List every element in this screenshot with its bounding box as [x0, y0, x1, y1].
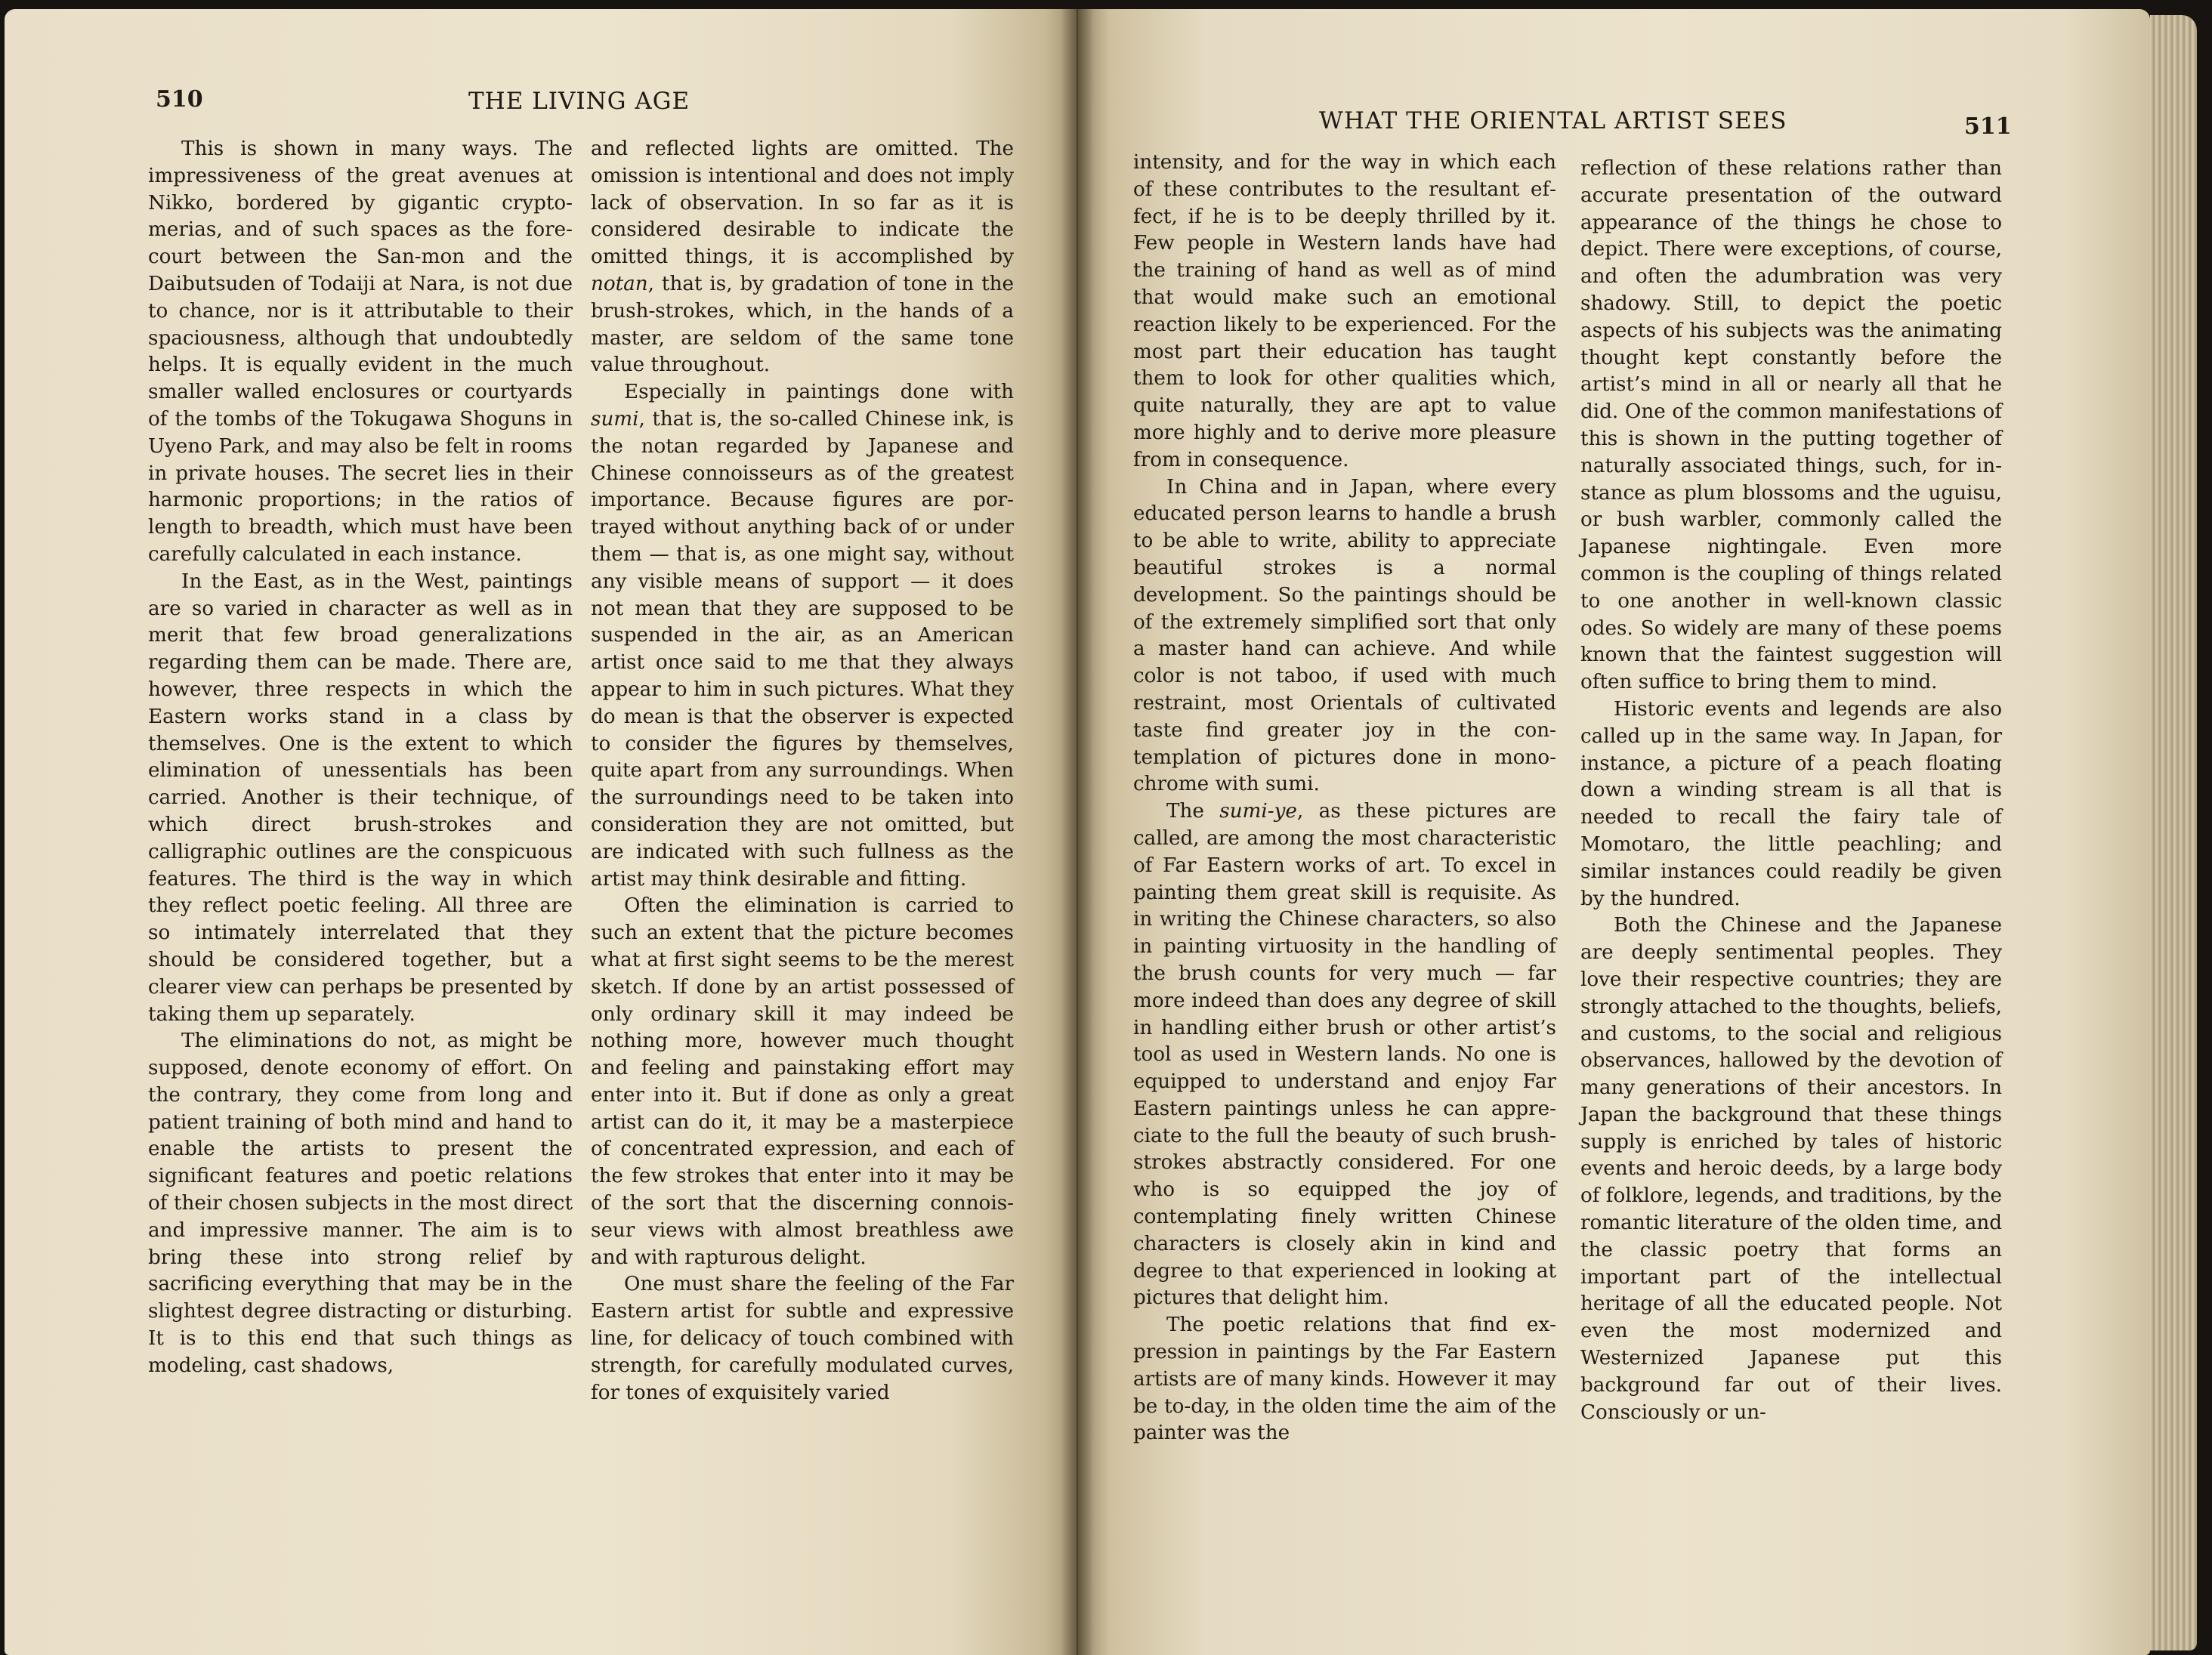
- paragraph-text: , that is, the so-called Chinese ink, is the notan regarded by Japanese and Chinese connoisseurs as of the greatest importance. Because figures are portrayed without anything back of or under them — that is, as one might say, without any visible means of support — it does not mean that they are supposed to be suspended in the air, as an American artist once said to me that they always appear to him in such pictures. What they do mean is that the observer is expected to consider the figures by themselves, quite apart from any surroundings. When the surroundings need to be taken into consideration they are not omitted, but are indicated with such fullness as the artist may think desirable and fitting.: [591, 407, 1014, 891]
- book-gutter: [1061, 9, 1094, 1655]
- paragraph-text: One must share the feeling of the Far Eastern artist for subtle and expressive line, for delicacy of touch combined with strength, for carefully modulated curves, for tones of exquisitely varied: [591, 1273, 1014, 1404]
- left-page-number: 510: [156, 86, 203, 113]
- right-page-column-2: [1580, 156, 2002, 1426]
- left-running-head: THE LIVING AGE: [468, 88, 690, 115]
- paragraph-text: In China and in Japan, where every educated person learns to handle a brush to be able to write, ability to appreciate beautiful strokes is a normal development. So the paintings should be of the extremely simplified sort that only a master hand can achieve. And while color is not taboo, if used with much restraint, most Orientals of cultivated taste find greater joy in the contemplation of pictures done in monochrome with sumi.: [1133, 475, 1556, 796]
- right-running-head: WHAT THE ORIENTAL ARTIST SEES: [1319, 107, 1787, 134]
- paragraph: [591, 136, 1014, 379]
- paragraph: Historic events and legends are also called up in the same way. In Japan, for instance, a picture of a peach floating down a winding stream is all that is needed to recall the fairy tale of Momotaro, the little peachling; and similar instances could readily be given by the hundred.: [1580, 697, 2002, 910]
- paragraph: [1133, 150, 1556, 474]
- paragraph: This is shown in many ways. The impressiveness of the great avenues at Nikko, bordered by gigantic cryptomerias, and of such spaces as the forecourt between the San-mon and the Daibutsuden of Todaiji at Nara, is not due to chance, nor is it attributable to their spaciousness, although that undoubtedly helps. It is equally evident in the much smaller walled enclosures or courtyards of the tombs of the Tokugawa Shoguns in Uyeno Park, and may also be felt in rooms in private houses. The secret lies in their harmonic proportions; in the ratios of length to breadth, which must have been carefully calculated in each instance.: [148, 137, 573, 566]
- page-fore-edge: [2150, 15, 2197, 1650]
- paragraph: [591, 379, 1014, 893]
- paragraph-text: The: [1166, 800, 1220, 823]
- paragraph-text: , as these pictures are called, are among the most characteristic of Far Eastern works of art. To excel in painting them great skill is requisite. As in writing the Chinese characters, so also in painting virtuosity in the handling of the brush counts for very much — far more indeed than does any degree of skill in handling either brush or other artist’s tool as used in Western lands. No one is equipped to understand and enjoy Far Eastern paintings unless he can appreciate to the full the beauty of such brush-strokes abstractly considered. For one who is so equipped the joy of contemplating finely written Chinese characters is closely akin in kind and degree to that experienced in looking at pictures that delight him.: [1133, 800, 1557, 1310]
- paragraph: The eliminations do not, as might be supposed, denote economy of effort. On the contrary, they come from long and patient training of both mind and hand to enable the artists to present the significant features and poetic relations of their chosen subjects in the most direct and impressive manner. The aim is to bring these into strong relief by sacrificing everything that may be in the slightest degree distracting or disturbing. It is to this end that such things as modeling, cast shadows,: [148, 1030, 573, 1377]
- paragraph: [591, 1271, 1014, 1406]
- paragraph-text: intensity, and for the way in which each of these contributes to the resultant effect, if he is to be deeply thrilled by it. Few people in Western lands have had the training of hand as well as of mind that would make such an emotional reaction likely to be experienced. For the most part their education has taught them to look for other qualities which, quite naturally, they are apt to value more highly and to derive more pleasure from in consequence.: [1133, 151, 1556, 471]
- paragraph-text: , that is, by gradation of tone in the brush-strokes, which, in the hands of a master, are seldom of the same tone value throughout.: [591, 272, 1014, 377]
- left-page-column-1: [148, 136, 573, 1380]
- paragraph: [1133, 798, 1556, 1312]
- right-page-column-1: [1133, 150, 1556, 1447]
- paragraph: [1133, 474, 1556, 799]
- paragraph-text: Especially in paintings done with: [624, 381, 1014, 404]
- paragraph: Both the Chinese and the Japanese are deeply sentimental peoples. They love their respective countries; they are strongly attached to the thoughts, beliefs, and customs, to the social and religious observances, hallowed by the devotion of many generations of their ancestors. In Japan the background that these things supply is enriched by tales of historic events and heroic deeds, by a large body of folklore, legends, and traditions, by the romantic literature of the olden time, and the classic poetry that forms an important part of the intellectual heritage of all the educated people. Not even the most modernized and Westernized Japanese put this background far out of their lives. Consciously or un-: [1580, 914, 2002, 1424]
- paragraph-text: Often the elimination is carried to such an extent that the picture becomes what at first sight seems to be the merest sketch. If done by an artist possessed of only ordinary skill it may indeed be nothing more, however much thought and feeling and painstaking effort may enter into it. But if done as only a great artist can do it, it may be a masterpiece of concentrated expression, and each of the few strokes that enter into it may be of the sort that the discerning connoisseur views with almost breathless awe and with rapturous delight.: [591, 894, 1014, 1269]
- left-page-column-2: [591, 136, 1014, 1406]
- paragraph: [591, 893, 1014, 1271]
- paragraph-text: and reflected lights are omitted. The omission is intentional and does not imply lack of observation. In so far as it is considered desirable to indicate the omitted things, it is accomplished by: [591, 137, 1014, 269]
- paragraph: In the East, as in the West, paintings are so varied in character as well as in merit that few broad generalizations regarding them can be made. There are, however, three respects in which the Eastern works stand in a class by themselves. One is the extent to which elimination of unessentials has been carried. Another is their technique, of which direct brush-strokes and calligraphic outlines are the conspicuous features. The third is the way in which they reflect poetic feeling. All three are so intimately interrelated that they should be considered together, but a clearer view can perhaps be presented by taking them up separately.: [148, 570, 573, 1026]
- paragraph: [1133, 1312, 1556, 1447]
- italic-term: sumi: [591, 407, 639, 431]
- paragraph: reflection of these relations rather than accurate presentation of the outward appearance of the things he chose to depict. There were exceptions, of course, and often the adumbration was very shadowy. Still, to depict the poetic aspects of his subjects was the animating thought kept constantly before the artist’s mind in all or nearly all that he did. One of the common manifestations of this is shown in the putting together of naturally associated things, such, for instance as plum blossoms and the uguisu, or bush warbler, commonly called the Japanese nightingale. Even more common is the coupling of things related to one another in well-known classic odes. So widely are many of these poems known that the faintest suggestion will often suffice to bring them to mind.: [1580, 157, 2002, 694]
- italic-term: sumi-ye: [1219, 800, 1297, 823]
- italic-term: notan: [591, 272, 648, 295]
- paragraph-text: The poetic relations that find expression in paintings by the Far Eastern artists are of many kinds. However it may be to-day, in the olden time the aim of the painter was the: [1133, 1314, 1556, 1445]
- right-page-number: 511: [1964, 113, 2012, 140]
